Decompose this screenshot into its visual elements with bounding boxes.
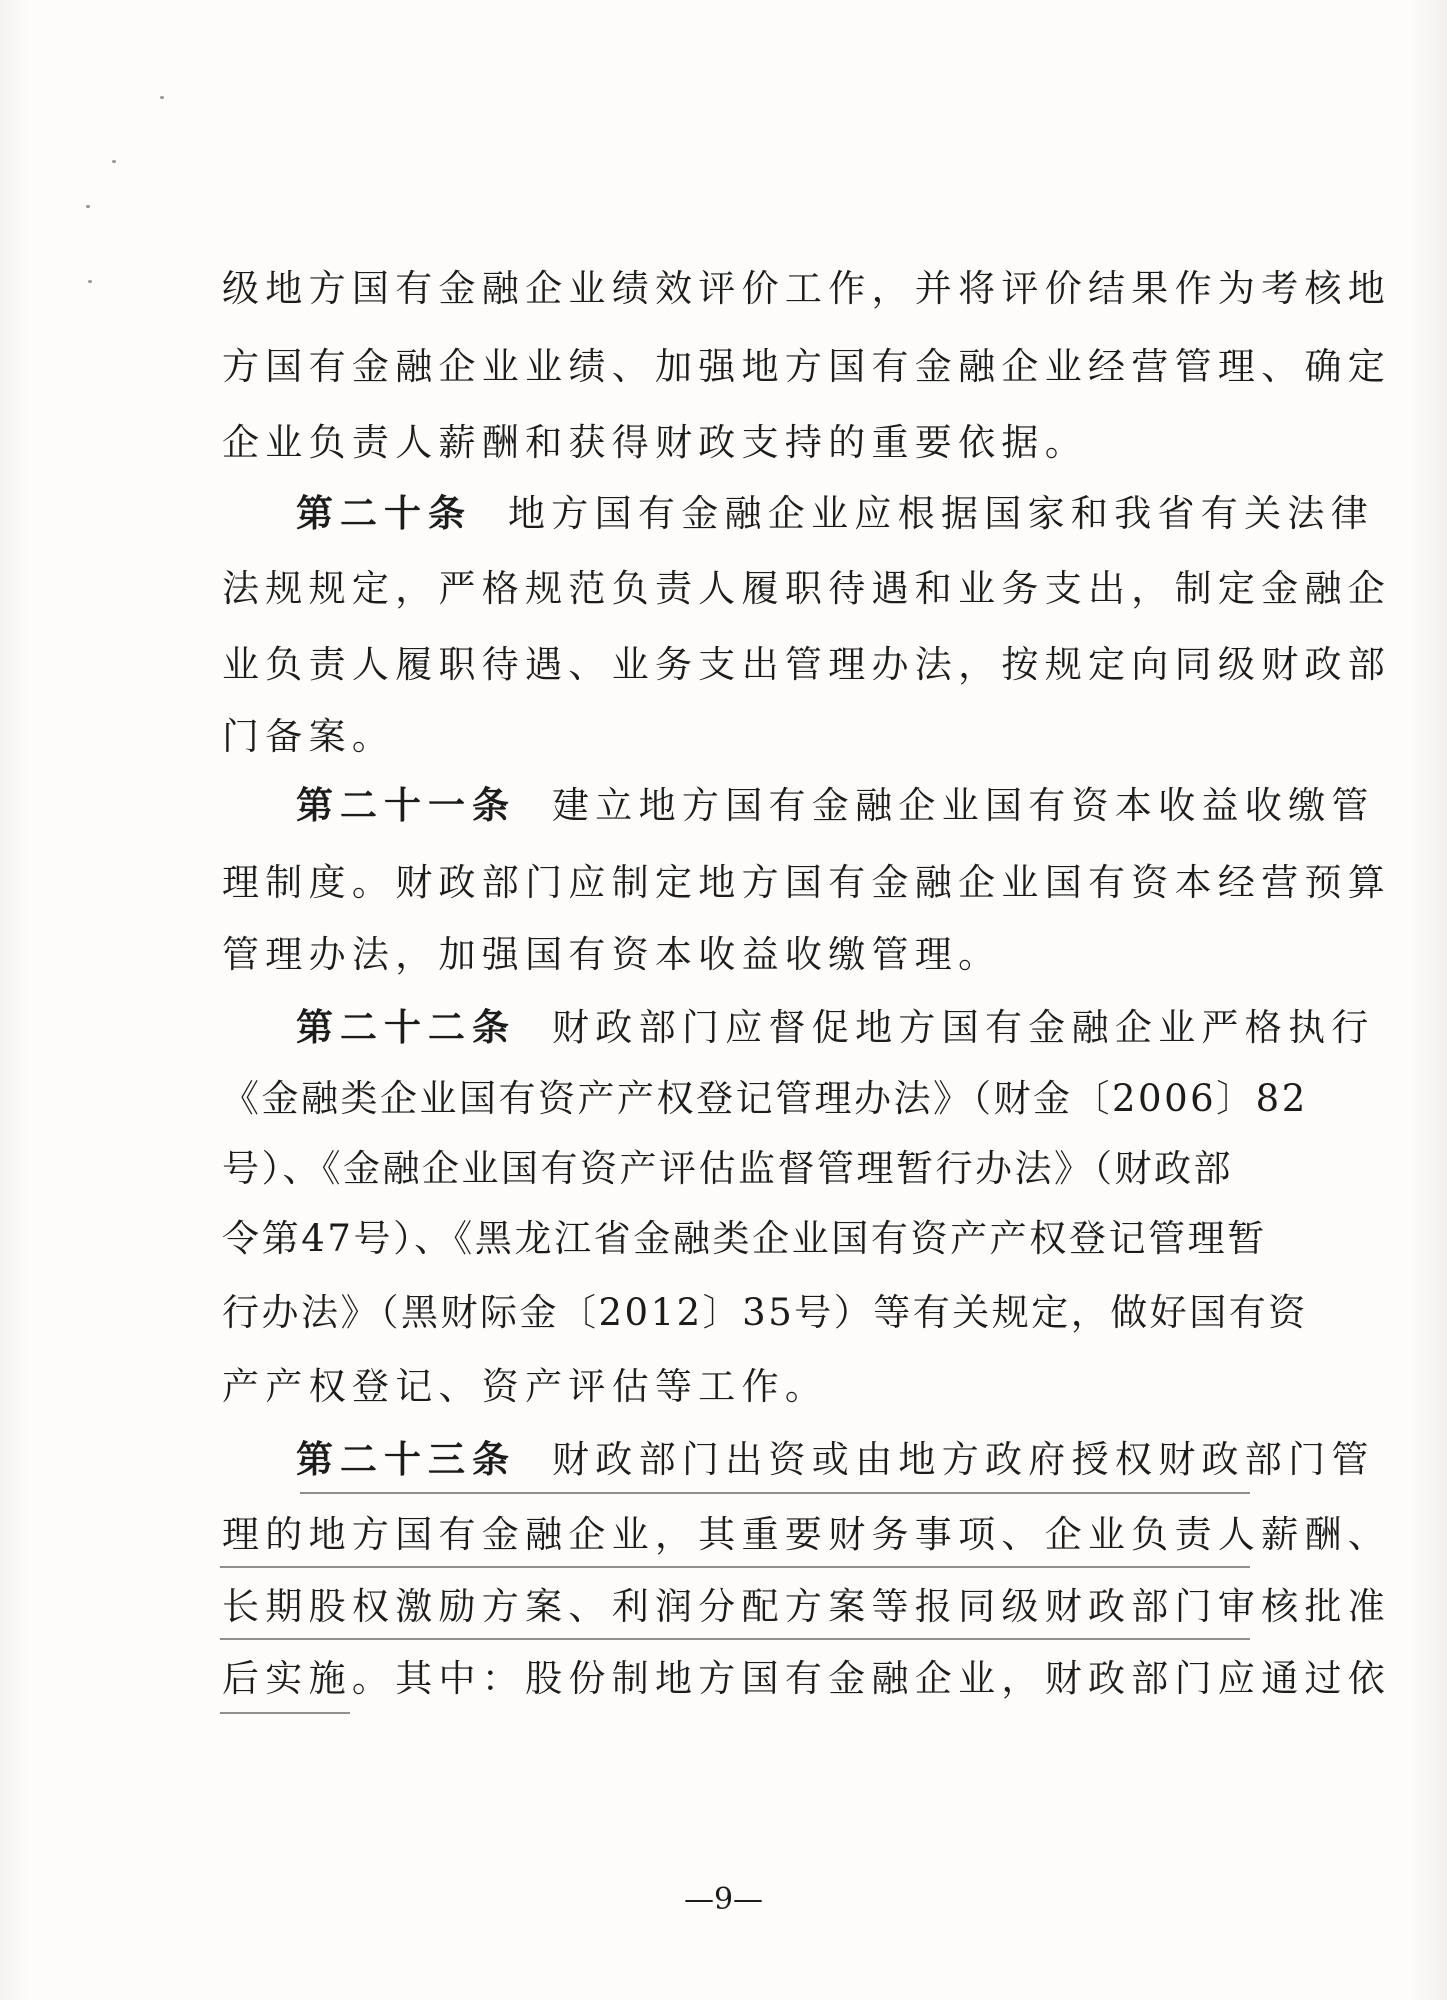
article-heading: 第二十条: [296, 491, 472, 535]
body-text-line: 长期股权激励方案、利润分配方案等报同级财政部门审核批准: [222, 1585, 1392, 1628]
article-heading: 第二十三条: [296, 1437, 516, 1481]
article-heading: 第二十二条: [296, 1005, 516, 1049]
body-text-line: 后实施。其中：股份制地方国有金融企业，财政部门应通过依: [222, 1657, 1392, 1700]
body-text-line: 令第47号）、《黑龙江省金融类企业国有资产产权登记管理暂: [222, 1217, 1267, 1260]
body-text-line: 号）、《金融企业国有资产评估监督管理暂行办法》（财政部: [222, 1147, 1233, 1190]
article-21-first-line: [296, 782, 1375, 829]
body-text-line: 门备案。: [222, 715, 396, 758]
body-text-line: 法规规定，严格规范负责人履职待遇和业务支出，制定金融企: [222, 567, 1392, 610]
pencil-underline: [300, 1492, 1250, 1494]
body-text-line: 方国有金融企业业绩、加强地方国有金融企业经营管理、确定: [222, 345, 1392, 388]
body-text-line: 产产权登记、资产评估等工作。: [222, 1365, 829, 1408]
body-text-line: 业负责人履职待遇、业务支出管理办法，按规定向同级财政部: [222, 643, 1392, 686]
pencil-underline: [220, 1712, 350, 1714]
body-text-line: 理的地方国有金融企业，其重要财务事项、企业负责人薪酬、: [222, 1513, 1392, 1556]
body-text-line: 管理办法，加强国有资本收益收缴管理。: [222, 933, 1002, 976]
body-text-line: 企业负责人薪酬和获得财政支持的重要依据。: [222, 421, 1088, 464]
article-20-first-line: [296, 490, 1374, 537]
scan-speck: [112, 160, 116, 163]
body-text-line: 财政部门出资或由地方政府授权财政部门管: [552, 1438, 1375, 1481]
page-number: —9—: [683, 1882, 764, 1917]
body-text-line: 理制度。财政部门应制定地方国有金融企业国有资本经营预算: [222, 861, 1392, 904]
article-23-first-line: [296, 1436, 1375, 1483]
article-22-first-line: [296, 1004, 1375, 1051]
scan-speck: [86, 205, 90, 208]
body-text-line: 级地方国有金融企业绩效评价工作，并将评价结果作为考核地: [222, 267, 1392, 310]
body-text-line: 财政部门应督促地方国有金融企业严格执行: [552, 1006, 1375, 1049]
scan-speck: [160, 96, 164, 99]
pencil-underline: [220, 1638, 1250, 1640]
scan-speck: [88, 280, 92, 283]
pencil-underline: [220, 1566, 1250, 1568]
body-text-line: 《金融类企业国有资产产权登记管理办法》（财金〔2006〕82: [222, 1077, 1308, 1120]
body-text-line: 地方国有金融企业应根据国家和我省有关法律: [508, 492, 1374, 535]
body-text-line: 行办法》（黑财际金〔2012〕35号）等有关规定，做好国有资: [222, 1291, 1308, 1334]
article-heading: 第二十一条: [296, 783, 516, 827]
body-text-line: 建立地方国有金融企业国有资本收益收缴管: [552, 784, 1375, 827]
